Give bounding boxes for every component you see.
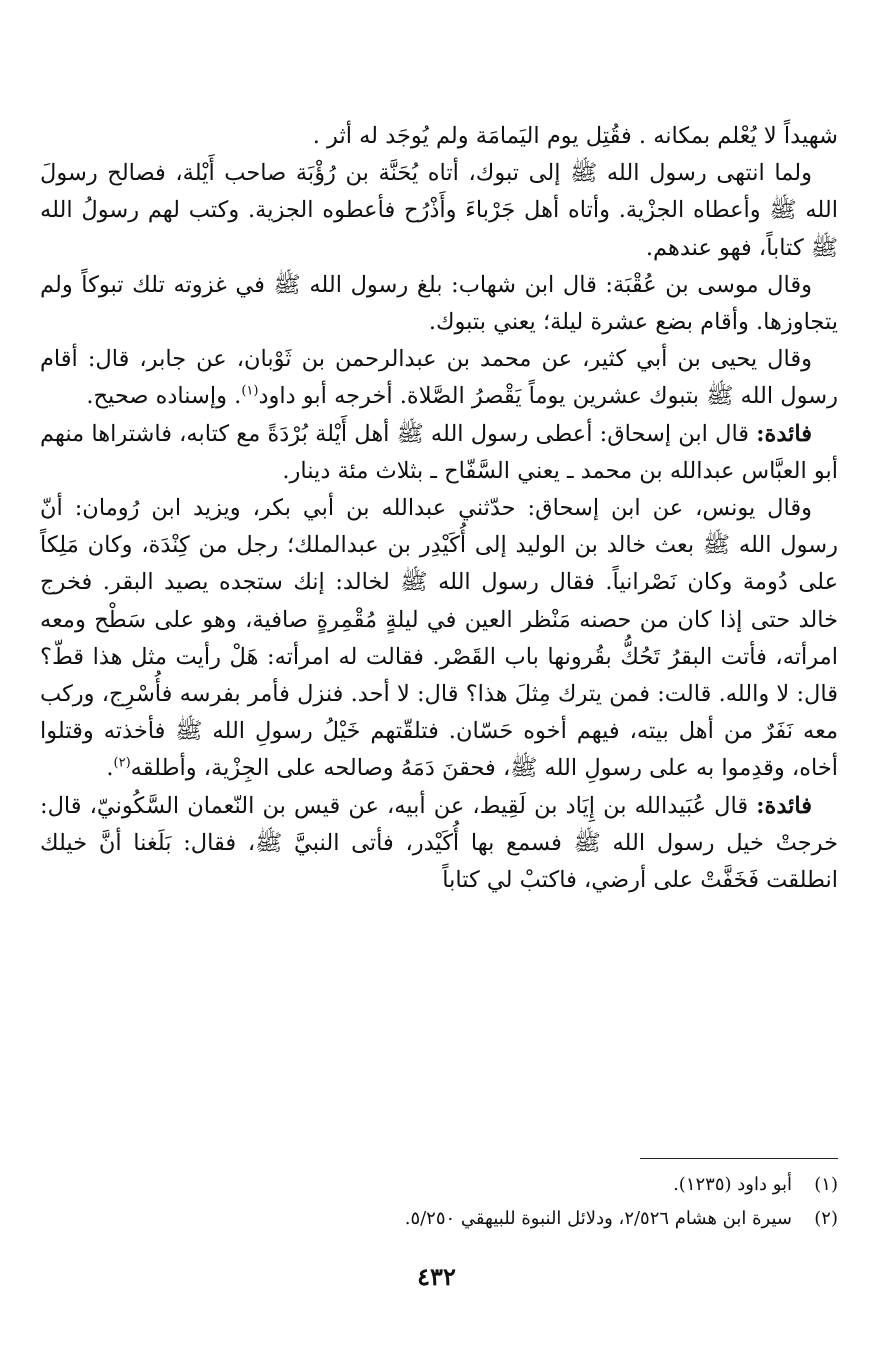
paragraph-2-text: ولما انتهى رسول الله ﷺ إلى تبوك، أتاه يُحَنَّة بن رُؤْبَة صاحب أَيْلة، فصالح رسولَ الله ﷺ وأعطاه الجزْية. وأتاه أهل جَرْباءَ وأَذْرُح فأعطوه الجزية. وكتب لهم رسولُ الله ﷺ كتاباً، فهو عندهم.	[40, 160, 838, 261]
benefit-label: فائدة:	[756, 792, 812, 819]
paragraph-5-text: قال ابن إسحاق: أعطى رسول الله ﷺ أهل أَيْلة بُرْدَةً مع كتابه، فاشتراها منهم أبو العبَّاس عبدالله بن محمد ـ يعني السَّفّاح ـ بثلاث مئة دينار.	[40, 420, 838, 484]
footnote-number: (١)	[814, 1174, 838, 1195]
footnote-divider	[640, 1158, 838, 1159]
paragraph-1	[40, 118, 838, 155]
footnote-text: سيرة ابن هشام ٢/٥٢٦، ودلائل النبوة للبيهقي ٥/٢٥٠.	[404, 1208, 792, 1229]
footnote-item	[40, 1168, 838, 1202]
footnote-ref-2[interactable]: (٢)	[113, 755, 131, 771]
paragraph-3	[40, 267, 838, 341]
paragraph-7-text: قال عُبَيدالله بن إِيَاد بن لَقِيط، عن أبيه، عن قيس بن النّعمان السَّكُونيّ، قال: خرجتْ خيل رسول الله ﷺ فسمع بها أُكَيْدر، فأتى النبيَّ ﷺ، فقال: بَلَغنا أنَّ خيلك انطلقت فَخَفَّتْ على أرضي، فاكتبْ لي كتاباً	[40, 792, 838, 894]
paragraph-5	[40, 416, 838, 490]
page-number: ٤٣٢	[417, 1262, 456, 1291]
paragraph-6	[40, 490, 838, 788]
paragraph-4-tail: . وإسناده صحيح.	[86, 383, 242, 410]
paragraph-6-tail: .	[106, 755, 114, 782]
paragraph-6-text: وقال يونس، عن ابن إسحاق: حدّثني عبدالله بن أبي بكر، ويزيد ابن رُومان: أنّ رسول الله ﷺ بعث خالد بن الوليد إلى أُكَيْدِر بن عبدالملك؛ رجل من كِنْدَة، وكان مَلِكاً على دُومة وكان نَصْرانياً. فقال رسول الله ﷺ لخالد: إنك ستجده يصيد البقر. فخرج خالد حتى إذا كان من حصنه مَنْظر العين في ليلةٍ مُقْمِرةٍ صافية، وهو على سَطْح ومعه امرأته، فأتت البقرُ تَحُكُّ بقُرونها باب القَصْر. فقالت له امرأته: هَلْ رأيت مثل هذا قطّ؟ قال: لا والله. قالت: فمن يترك مِثلَ هذا؟ قال: لا أحد. فنزل فأمر بفرسه فأُسْرِج، وركب معه نَفَرٌ من أهل بيته، فيهم أخوه حَسّان. فتلقّتهم خَيْلُ رسولِ الله ﷺ فأخذته وقتلوا أخاه، وقدِموا به على رسولِ الله ﷺ، فحقنَ دَمَهُ وصالحه على الجِزْية، وأطلقه	[40, 495, 838, 782]
benefit-label: فائدة:	[756, 420, 812, 447]
footnote-ref-1[interactable]: (١)	[241, 383, 259, 399]
footnote-number: (٢)	[814, 1208, 838, 1229]
paragraph-2	[40, 155, 838, 267]
paragraph-7	[40, 788, 838, 900]
main-text	[40, 118, 838, 899]
paragraph-3-text: وقال موسى بن عُقْبَة: قال ابن شهاب: بلغ رسول الله ﷺ في غزوته تلك تبوكاً ولم يتجاوزها. وأقام بضع عشرة ليلة؛ يعني بتبوك.	[40, 271, 838, 336]
paragraph-4-text: وقال يحيى بن أبي كثير، عن محمد بن عبدالرحمن بن ثَوْبان، عن جابر، قال: أقام رسول الله ﷺ بتبوك عشرين يوماً يَقْصرُ الصَّلاة. أخرجه أبو داود	[40, 346, 838, 410]
footnote-item	[40, 1202, 838, 1236]
footnote-text: أبو داود (١٢٣٥).	[673, 1174, 792, 1195]
paragraph-4	[40, 341, 838, 415]
footnotes	[40, 1168, 838, 1236]
paragraph-1-text: شهيداً لا يُعْلم بمكانه . فقُتِل يوم اليَمامَة ولم يُوجَد له أثر .	[312, 123, 838, 149]
